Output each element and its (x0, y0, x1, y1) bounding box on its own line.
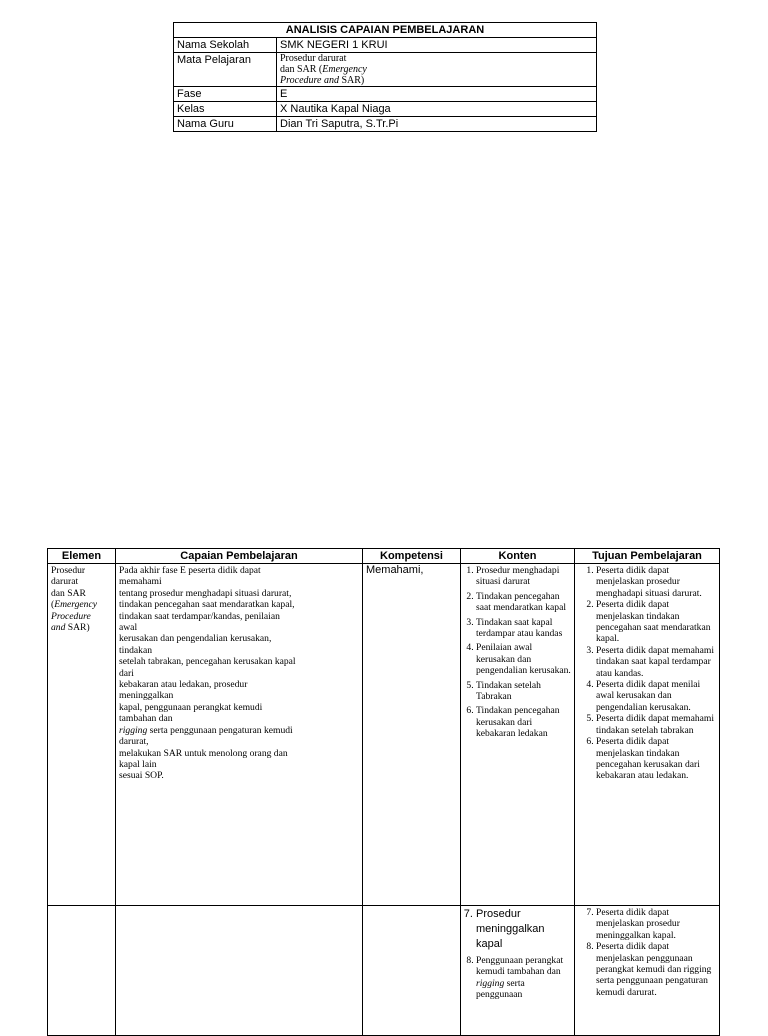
col-header-capaian: Capaian Pembelajaran (116, 549, 363, 564)
list-item: 5. Tindakan setelah Tabrakan (476, 680, 571, 703)
table-row (174, 53, 597, 87)
table-row (174, 38, 597, 53)
list-item: 6. Peserta didik dapat menjelaskan tindakan pencegahan kerusakan dari kebakaran atau ledakan. (596, 736, 716, 782)
label-fase: Fase (174, 87, 277, 102)
konten-text: serta penggunaan (476, 977, 525, 1001)
col-header-elemen: Elemen (48, 549, 116, 564)
mapel-line1: Prosedur darurat (280, 53, 347, 64)
capaian-line: melakukan SAR untuk menolong orang dan (119, 747, 288, 759)
capaian-line: sesuai SOP. (119, 770, 164, 782)
mapel-line3-em: Procedure and (280, 75, 339, 86)
capaian-text-em: rigging (119, 724, 148, 736)
capaian-line (119, 725, 359, 736)
col-header-tujuan: Tujuan Pembelajaran (575, 549, 720, 564)
elemen-text-em: Emergency (54, 599, 97, 611)
capaian-line: dari (119, 667, 134, 679)
header-title: ANALISIS CAPAIAN PEMBELAJARAN (174, 23, 597, 38)
konten-text: Penggunaan perangkat kemudi tambahan dan (476, 955, 564, 978)
elemen-line: darurat (51, 576, 79, 588)
elemen-text-em: Procedure (51, 610, 91, 622)
capaian-cell-empty (116, 906, 363, 1036)
table-row (48, 564, 720, 906)
mapel-line2 (280, 64, 593, 75)
col-header-konten: Konten (461, 549, 575, 564)
list-item: 1. Peserta didik dapat menjelaskan prosedur menghadapi situasi darurat. (596, 565, 716, 599)
value-fase: E (277, 87, 597, 102)
label-kelas: Kelas (174, 102, 277, 117)
list-item: 5. Peserta didik dapat memahami tindakan setelah tabrakan (596, 713, 716, 736)
capaian-line: tindakan (119, 644, 153, 656)
value-mata-pelajaran (277, 53, 597, 87)
capaian-line: darurat, (119, 736, 149, 748)
tujuan-cell (575, 906, 720, 1036)
value-nama-sekolah: SMK NEGERI 1 KRUI (277, 38, 597, 53)
elemen-line: dan SAR (51, 587, 86, 599)
capaian-line: memahami (119, 576, 162, 588)
list-item: 2. Peserta didik dapat menjelaskan tindakan pencegahan saat mendaratkan kapal. (596, 599, 716, 645)
capaian-line: kerusakan dan pengendalian kerusakan, (119, 633, 272, 645)
list-item: 6. Tindakan pencegahan kerusakan dari kebakaran ledakan (476, 705, 571, 739)
mapel-line3 (280, 75, 593, 86)
list-item: 3. Peserta didik dapat memahami tindakan saat kapal terdampar atau kandas. (596, 645, 716, 679)
analysis-table (47, 548, 720, 1036)
list-item: 8. Peserta didik dapat menjelaskan penggunaan perangkat kemudi dan rigging serta penggunaan pengaturan kemudi darurat. (596, 941, 716, 998)
capaian-line: tentang prosedur menghadapi situasi darurat, (119, 587, 292, 599)
list-item: 7. Peserta didik dapat menjelaskan prosedur meninggalkan kapal. (596, 907, 716, 941)
elemen-text: ( (51, 599, 55, 611)
capaian-line: meninggalkan (119, 690, 174, 702)
elemen-line (51, 611, 112, 622)
elemen-line: Prosedur (51, 565, 86, 576)
elemen-line (51, 599, 112, 610)
list-item: 3. Tindakan saat kapal terdampar atau kandas (476, 617, 571, 640)
konten-cell (461, 564, 575, 906)
capaian-text: serta penggunaan pengaturan kemudi (147, 724, 293, 736)
table-header-row (48, 549, 720, 564)
col-header-kompetensi: Kompetensi (363, 549, 461, 564)
capaian-line: kapal lain (119, 758, 157, 770)
capaian-line: kapal, penggunaan perangkat kemudi (119, 701, 263, 713)
label-nama-guru: Nama Guru (174, 117, 277, 132)
table-row (174, 117, 597, 132)
mapel-line3-post: SAR) (338, 75, 365, 86)
label-mata-pelajaran: Mata Pelajaran (174, 53, 277, 87)
header-table (173, 22, 597, 132)
mapel-line2-pre: dan SAR ( (280, 64, 323, 75)
capaian-line: tindakan pencegahan saat mendaratkan kapal, (119, 599, 295, 611)
table-row (174, 87, 597, 102)
mapel-line2-em: Emergency (322, 64, 367, 75)
label-nama-sekolah: Nama Sekolah (174, 38, 277, 53)
value-kelas: X Nautika Kapal Niaga (277, 102, 597, 117)
tujuan-cell (575, 564, 720, 906)
elemen-text: SAR) (65, 622, 90, 634)
list-item: 7. Prosedur meninggalkan kapal (476, 907, 571, 952)
table-row (174, 102, 597, 117)
list-item (476, 955, 571, 1001)
capaian-line: kebakaran atau ledakan, prosedur (119, 679, 248, 691)
elemen-line (51, 622, 112, 633)
list-item: 1. Prosedur menghadapi situasi darurat (476, 565, 571, 588)
capaian-line: tindakan saat terdampar/kandas, penilaian (119, 610, 280, 622)
capaian-cell (116, 564, 363, 906)
elemen-cell-empty (48, 906, 116, 1036)
capaian-line: tambahan dan (119, 713, 173, 725)
capaian-line: setelah tabrakan, pencegahan kerusakan kapal (119, 656, 296, 668)
capaian-line: Pada akhir fase E peserta didik dapat (119, 565, 261, 576)
kompetensi-cell: Memahami, (363, 564, 461, 906)
kompetensi-cell-empty (363, 906, 461, 1036)
capaian-line: awal (119, 622, 138, 634)
elemen-text-em: and (51, 622, 66, 634)
list-item: 2. Tindakan pencegahan saat mendaratkan kapal (476, 591, 571, 614)
elemen-cell (48, 564, 116, 906)
value-nama-guru: Dian Tri Saputra, S.Tr.Pi (277, 117, 597, 132)
list-item: 4. Penilaian awal kerusakan dan pengendalian kerusakan. (476, 642, 571, 676)
konten-text-em: rigging (476, 977, 505, 989)
konten-cell (461, 906, 575, 1036)
list-item: 4. Peserta didik dapat menilai awal kerusakan dan pengendalian kerusakan. (596, 679, 716, 713)
table-row (48, 906, 720, 1036)
